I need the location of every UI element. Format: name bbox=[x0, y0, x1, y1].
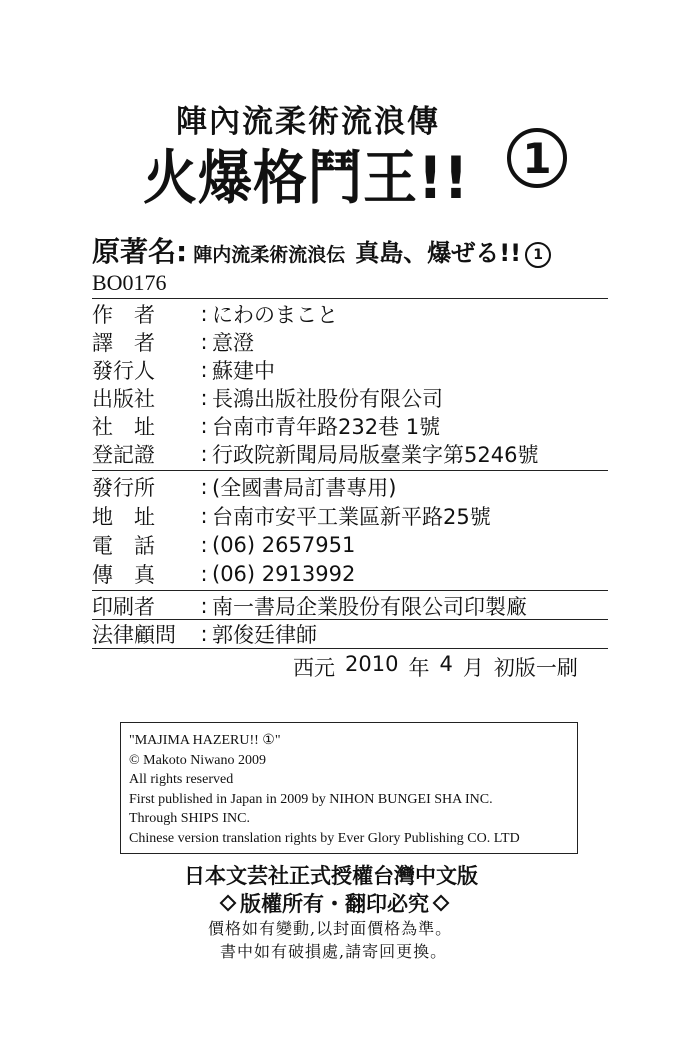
credit-value: 長鴻出版社股份有限公司 bbox=[212, 387, 443, 411]
rights-statement bbox=[216, 888, 453, 918]
book-code: BO0176 bbox=[92, 270, 167, 295]
credit-row-publisher-person bbox=[92, 356, 275, 384]
colon: : bbox=[200, 533, 208, 557]
colon: : bbox=[200, 414, 208, 438]
colon: : bbox=[200, 504, 208, 528]
copyright-line: Through SHIPS INC. bbox=[129, 811, 250, 827]
edition-year-unit: 年 bbox=[408, 656, 430, 680]
colon: : bbox=[200, 622, 208, 646]
credit-label: 出版社 bbox=[92, 387, 155, 411]
colon: : bbox=[200, 442, 208, 466]
colon: : bbox=[200, 475, 208, 499]
credit-label: 發行人 bbox=[92, 359, 155, 383]
legal-value: 郭俊廷律師 bbox=[212, 623, 317, 647]
edition-era: 西元 bbox=[293, 656, 335, 680]
credit-value: 台南市青年路232巷 1號 bbox=[212, 415, 441, 439]
edition-month-unit: 月 bbox=[462, 656, 484, 680]
legal-label: 印刷者 bbox=[92, 595, 155, 619]
credit-value: 蘇建中 bbox=[212, 359, 275, 383]
dist-row-phone bbox=[92, 531, 355, 559]
dist-label: 發行所 bbox=[92, 476, 155, 500]
dist-label: 傳 真 bbox=[92, 563, 155, 587]
volume-badge: 1 bbox=[507, 128, 567, 188]
original-title-label: 原著名 bbox=[92, 235, 177, 268]
copyright-box bbox=[120, 722, 578, 854]
credit-row-publisher bbox=[92, 384, 443, 412]
diamond-icon bbox=[220, 895, 237, 912]
dist-label: 電 話 bbox=[92, 534, 155, 558]
original-volume-badge: 1 bbox=[525, 242, 551, 268]
credit-value: にわのまこと bbox=[212, 303, 338, 327]
damage-notice: 書中如有破損處,請寄回更換。 bbox=[220, 942, 448, 961]
original-series-name: 陣内流柔術流浪伝 bbox=[193, 244, 346, 266]
credit-value: 行政院新聞局局版臺業字第5246號 bbox=[212, 443, 539, 467]
edition-month: 4 bbox=[439, 652, 453, 676]
legal-row-printer bbox=[92, 592, 527, 620]
dist-value: (全國書局訂書專用) bbox=[212, 476, 397, 500]
credit-row-translator bbox=[92, 328, 254, 356]
diamond-icon bbox=[433, 895, 450, 912]
colon: : bbox=[200, 358, 208, 382]
edition-printing: 初版一刷 bbox=[493, 656, 578, 680]
legal-value: 南一書局企業股份有限公司印製廠 bbox=[212, 595, 527, 619]
dist-value: 台南市安平工業區新平路25號 bbox=[212, 505, 491, 529]
authorization-statement: 日本文芸社正式授權台灣中文版 bbox=[184, 864, 478, 888]
copyright-line: © Makoto Niwano 2009 bbox=[129, 752, 267, 768]
dist-value: (06) 2657951 bbox=[212, 533, 356, 557]
credit-value: 意澄 bbox=[212, 331, 254, 355]
colon: : bbox=[200, 562, 208, 586]
dist-row-office bbox=[92, 473, 396, 501]
credit-label: 登記證 bbox=[92, 443, 155, 467]
credit-label: 作 者 bbox=[92, 303, 155, 327]
credit-label: 譯 者 bbox=[92, 331, 155, 355]
divider-credits bbox=[92, 470, 608, 471]
dist-label: 地 址 bbox=[92, 505, 155, 529]
colon: : bbox=[200, 386, 208, 410]
credit-row-registration bbox=[92, 440, 538, 468]
copyright-line: "MAJIMA HAZERU!! ①" bbox=[129, 733, 281, 748]
price-notice: 價格如有變動,以封面價格為準。 bbox=[208, 919, 453, 938]
credit-label: 社 址 bbox=[92, 415, 155, 439]
colon: : bbox=[200, 302, 208, 326]
divider-counsel bbox=[92, 648, 608, 649]
book-title: 火爆格鬥王!! bbox=[143, 143, 470, 212]
copyright-line: Chinese version translation rights by Ever Glory Publishing CO. LTD bbox=[129, 830, 520, 846]
legal-row-counsel bbox=[92, 620, 317, 648]
colon: : bbox=[200, 594, 208, 618]
edition-year: 2010 bbox=[345, 652, 399, 676]
dist-row-fax bbox=[92, 560, 355, 588]
colon: : bbox=[200, 330, 208, 354]
original-title-colon: : bbox=[176, 235, 188, 268]
original-title-value: 真島、爆ぜる!! bbox=[355, 239, 522, 267]
dist-row-address bbox=[92, 502, 491, 530]
edition-date bbox=[293, 652, 608, 682]
copyright-line: All rights reserved bbox=[129, 772, 234, 788]
original-title-row bbox=[92, 230, 551, 270]
dist-value: (06) 2913992 bbox=[212, 562, 356, 586]
credit-row-author bbox=[92, 300, 338, 328]
legal-label: 法律顧問 bbox=[92, 623, 176, 647]
rights-text: 版權所有・翻印必究 bbox=[240, 892, 429, 916]
copyright-line: First published in Japan in 2009 by NIHON BUNGEI SHA INC. bbox=[129, 791, 493, 807]
credit-row-address bbox=[92, 412, 440, 440]
series-subtitle: 陣內流柔術流浪傳 bbox=[176, 104, 440, 140]
